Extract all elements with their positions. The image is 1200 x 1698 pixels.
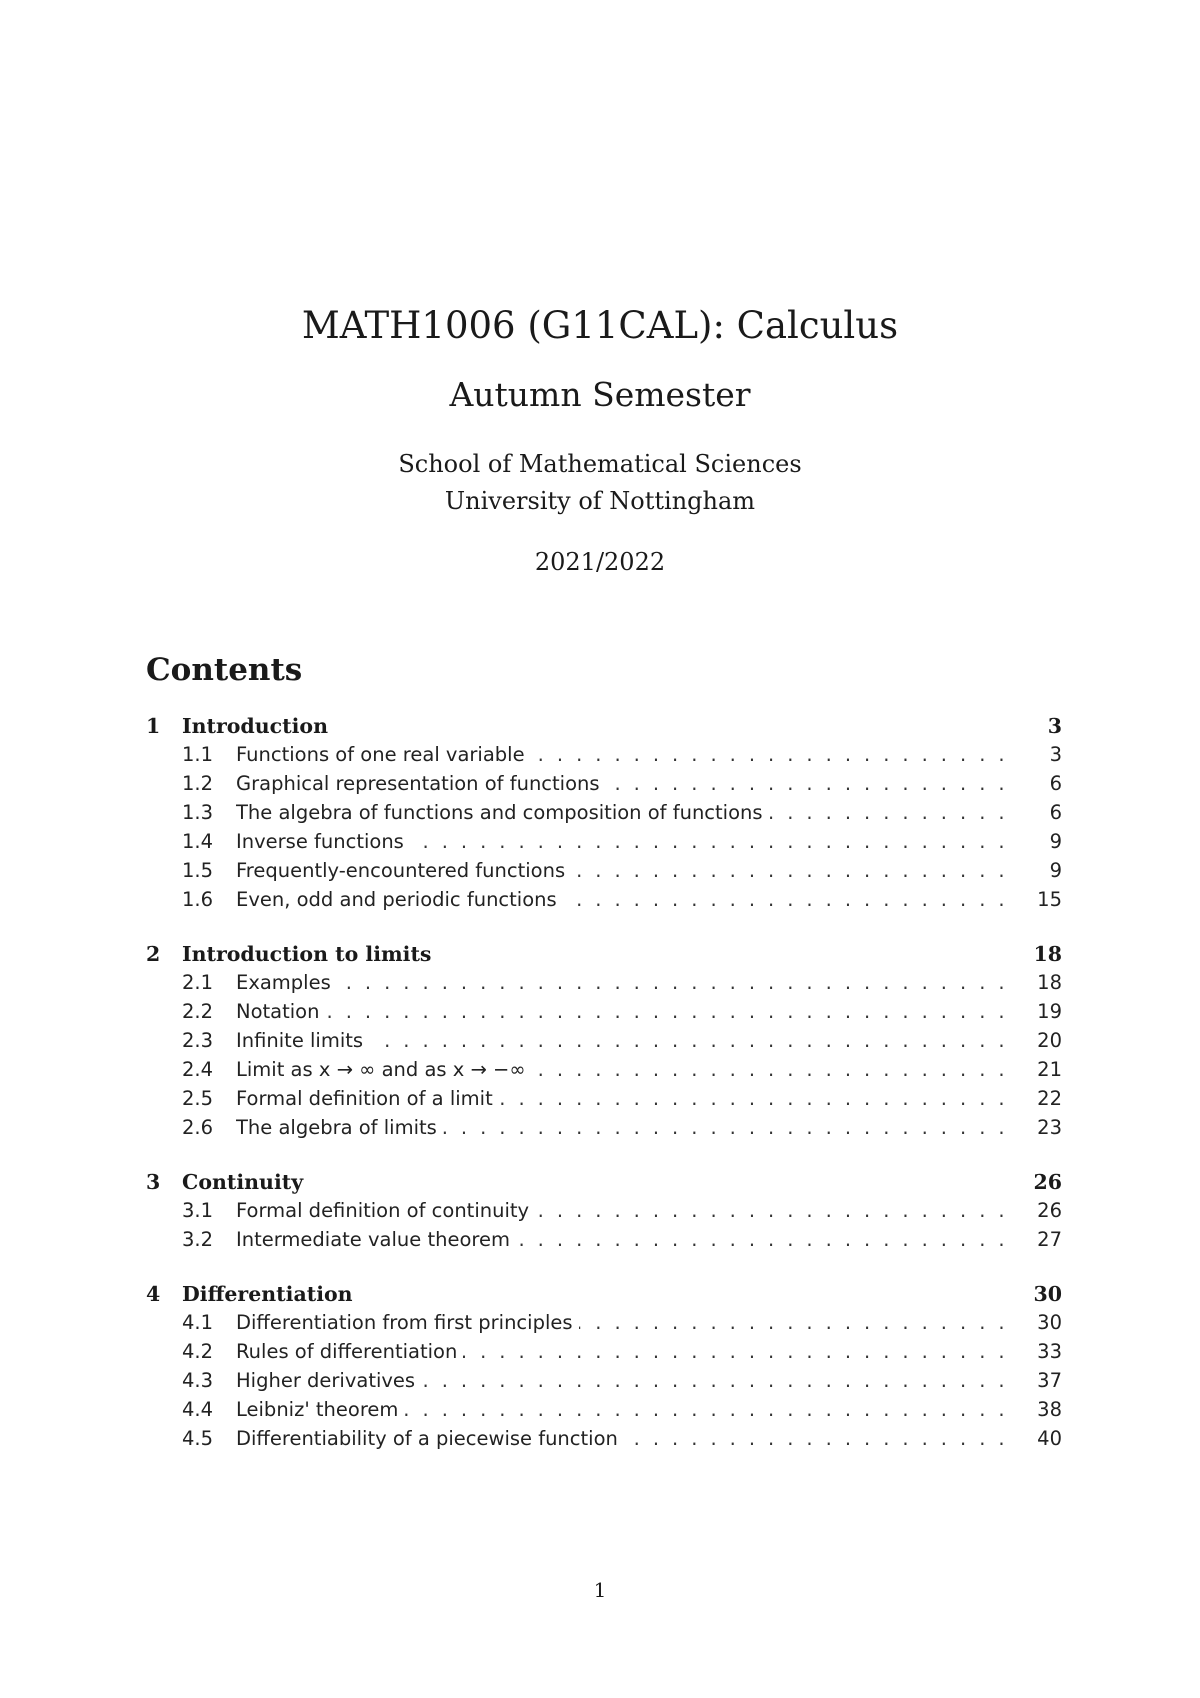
toc-chapter-entry[interactable] <box>146 714 1062 743</box>
section-page: 18 <box>1037 971 1062 994</box>
section-page: 30 <box>1037 1311 1062 1334</box>
section-page: 19 <box>1037 1000 1062 1023</box>
toc-chapter <box>146 1170 1062 1257</box>
section-title-leader <box>236 1311 1022 1334</box>
section-number: 4.5 <box>182 1427 214 1450</box>
section-title: Notation <box>236 1000 325 1023</box>
section-title: Infinite limits <box>236 1029 369 1052</box>
section-title-leader <box>236 1340 1022 1363</box>
table-of-contents <box>146 714 1062 1481</box>
section-page: 27 <box>1037 1228 1062 1251</box>
section-number: 4.3 <box>182 1369 214 1392</box>
section-title: Functions of one real variable <box>236 743 531 766</box>
toc-section-entry[interactable] <box>146 1199 1062 1228</box>
section-title-leader <box>236 1058 1022 1081</box>
section-page: 22 <box>1037 1087 1062 1110</box>
toc-section-entry[interactable] <box>146 971 1062 1000</box>
section-title: The algebra of limits <box>236 1116 443 1139</box>
section-title: Differentiability of a piecewise function <box>236 1427 624 1450</box>
toc-section-entry[interactable] <box>146 1427 1062 1456</box>
section-title: Graphical representation of functions <box>236 772 606 795</box>
toc-section-entry[interactable] <box>146 1369 1062 1398</box>
section-page: 9 <box>1049 859 1062 882</box>
toc-section-entry[interactable] <box>146 1228 1062 1257</box>
section-title: Differentiation from first principles <box>236 1311 579 1334</box>
toc-chapter <box>146 942 1062 1145</box>
section-page: 15 <box>1037 888 1062 911</box>
toc-section-entry[interactable] <box>146 1398 1062 1427</box>
chapter-number: 1 <box>146 714 161 738</box>
toc-chapter <box>146 714 1062 917</box>
toc-chapter-entry[interactable] <box>146 1170 1062 1199</box>
toc-section-entry[interactable] <box>146 1116 1062 1145</box>
school-name: School of Mathematical Sciences <box>398 450 802 478</box>
affiliation <box>0 446 1200 520</box>
university-name: University of Nottingham <box>444 487 756 515</box>
section-number: 1.5 <box>182 859 214 882</box>
section-number: 2.4 <box>182 1058 214 1081</box>
chapter-page: 26 <box>1033 1170 1062 1194</box>
toc-section-entry[interactable] <box>146 830 1062 859</box>
chapter-title: Introduction to limits <box>182 942 432 966</box>
section-title-leader <box>236 888 1022 911</box>
section-page: 40 <box>1037 1427 1062 1450</box>
section-number: 2.5 <box>182 1087 214 1110</box>
toc-section-entry[interactable] <box>146 801 1062 830</box>
section-page: 6 <box>1049 801 1062 824</box>
section-number: 2.3 <box>182 1029 214 1052</box>
section-title: The algebra of functions and composition of functions <box>236 801 769 824</box>
section-title: Limit as x → ∞ and as x → −∞ <box>236 1058 532 1081</box>
chapter-title: Differentiation <box>182 1282 353 1306</box>
title-block <box>0 300 1200 578</box>
section-number: 4.1 <box>182 1311 214 1334</box>
section-title: Inverse functions <box>236 830 410 853</box>
section-title-leader <box>236 1116 1022 1139</box>
section-page: 6 <box>1049 772 1062 795</box>
section-page: 20 <box>1037 1029 1062 1052</box>
page-number: 1 <box>593 1578 607 1602</box>
section-title-leader <box>236 1369 1022 1392</box>
chapter-page: 3 <box>1047 714 1062 738</box>
toc-section-entry[interactable] <box>146 1000 1062 1029</box>
chapter-title: Continuity <box>182 1170 304 1194</box>
toc-section-entry[interactable] <box>146 859 1062 888</box>
section-page: 23 <box>1037 1116 1062 1139</box>
toc-section-entry[interactable] <box>146 1311 1062 1340</box>
section-title: Formal definition of a limit <box>236 1087 499 1110</box>
section-page: 26 <box>1037 1199 1062 1222</box>
section-title-leader <box>236 830 1022 853</box>
chapter-number: 3 <box>146 1170 161 1194</box>
toc-chapter <box>146 1282 1062 1456</box>
toc-chapter-entry[interactable] <box>146 942 1062 971</box>
toc-chapter-entry[interactable] <box>146 1282 1062 1311</box>
section-title-leader <box>236 1427 1022 1450</box>
contents-heading: Contents <box>146 652 303 688</box>
section-page: 37 <box>1037 1369 1062 1392</box>
toc-section-entry[interactable] <box>146 1087 1062 1116</box>
chapter-page: 30 <box>1033 1282 1062 1306</box>
section-title: Formal definition of continuity <box>236 1199 535 1222</box>
section-title-leader <box>236 971 1022 994</box>
section-title-leader <box>236 772 1022 795</box>
section-page: 9 <box>1049 830 1062 853</box>
section-number: 2.2 <box>182 1000 214 1023</box>
section-title-leader <box>236 743 1022 766</box>
document-subtitle: Autumn Semester <box>449 375 751 414</box>
toc-section-entry[interactable] <box>146 743 1062 772</box>
section-title: Leibniz' theorem <box>236 1398 404 1421</box>
section-title-leader <box>236 801 1022 824</box>
section-page: 38 <box>1037 1398 1062 1421</box>
section-number: 1.2 <box>182 772 214 795</box>
section-number: 3.1 <box>182 1199 214 1222</box>
section-number: 4.4 <box>182 1398 214 1421</box>
academic-year: 2021/2022 <box>534 548 666 576</box>
toc-section-entry[interactable] <box>146 1340 1062 1369</box>
section-page: 21 <box>1037 1058 1062 1081</box>
section-title: Rules of differentiation <box>236 1340 463 1363</box>
toc-section-entry[interactable] <box>146 888 1062 917</box>
section-number: 3.2 <box>182 1228 214 1251</box>
section-number: 1.4 <box>182 830 214 853</box>
chapter-title: Introduction <box>182 714 328 738</box>
toc-section-entry[interactable] <box>146 772 1062 801</box>
section-number: 2.1 <box>182 971 214 994</box>
section-title-leader <box>236 1029 1022 1052</box>
section-page: 33 <box>1037 1340 1062 1363</box>
section-title: Higher derivatives <box>236 1369 421 1392</box>
toc-section-entry[interactable] <box>146 1058 1062 1087</box>
section-title: Frequently-encountered functions <box>236 859 571 882</box>
chapter-number: 4 <box>146 1282 161 1306</box>
section-number: 1.3 <box>182 801 214 824</box>
section-number: 1.6 <box>182 888 214 911</box>
section-title-leader <box>236 859 1022 882</box>
section-title: Even, odd and periodic functions <box>236 888 563 911</box>
toc-section-entry[interactable] <box>146 1029 1062 1058</box>
section-title-leader <box>236 1087 1022 1110</box>
section-number: 1.1 <box>182 743 214 766</box>
section-number: 4.2 <box>182 1340 214 1363</box>
section-title-leader <box>236 1228 1022 1251</box>
chapter-number: 2 <box>146 942 161 966</box>
document-title: MATH1006 (G11CAL): Calculus <box>301 304 899 347</box>
chapter-page: 18 <box>1033 942 1062 966</box>
section-title: Intermediate value theorem <box>236 1228 516 1251</box>
section-title-leader <box>236 1199 1022 1222</box>
section-title-leader <box>236 1398 1022 1421</box>
section-title: Examples <box>236 971 337 994</box>
section-number: 2.6 <box>182 1116 214 1139</box>
section-title-leader <box>236 1000 1022 1023</box>
section-page: 3 <box>1049 743 1062 766</box>
